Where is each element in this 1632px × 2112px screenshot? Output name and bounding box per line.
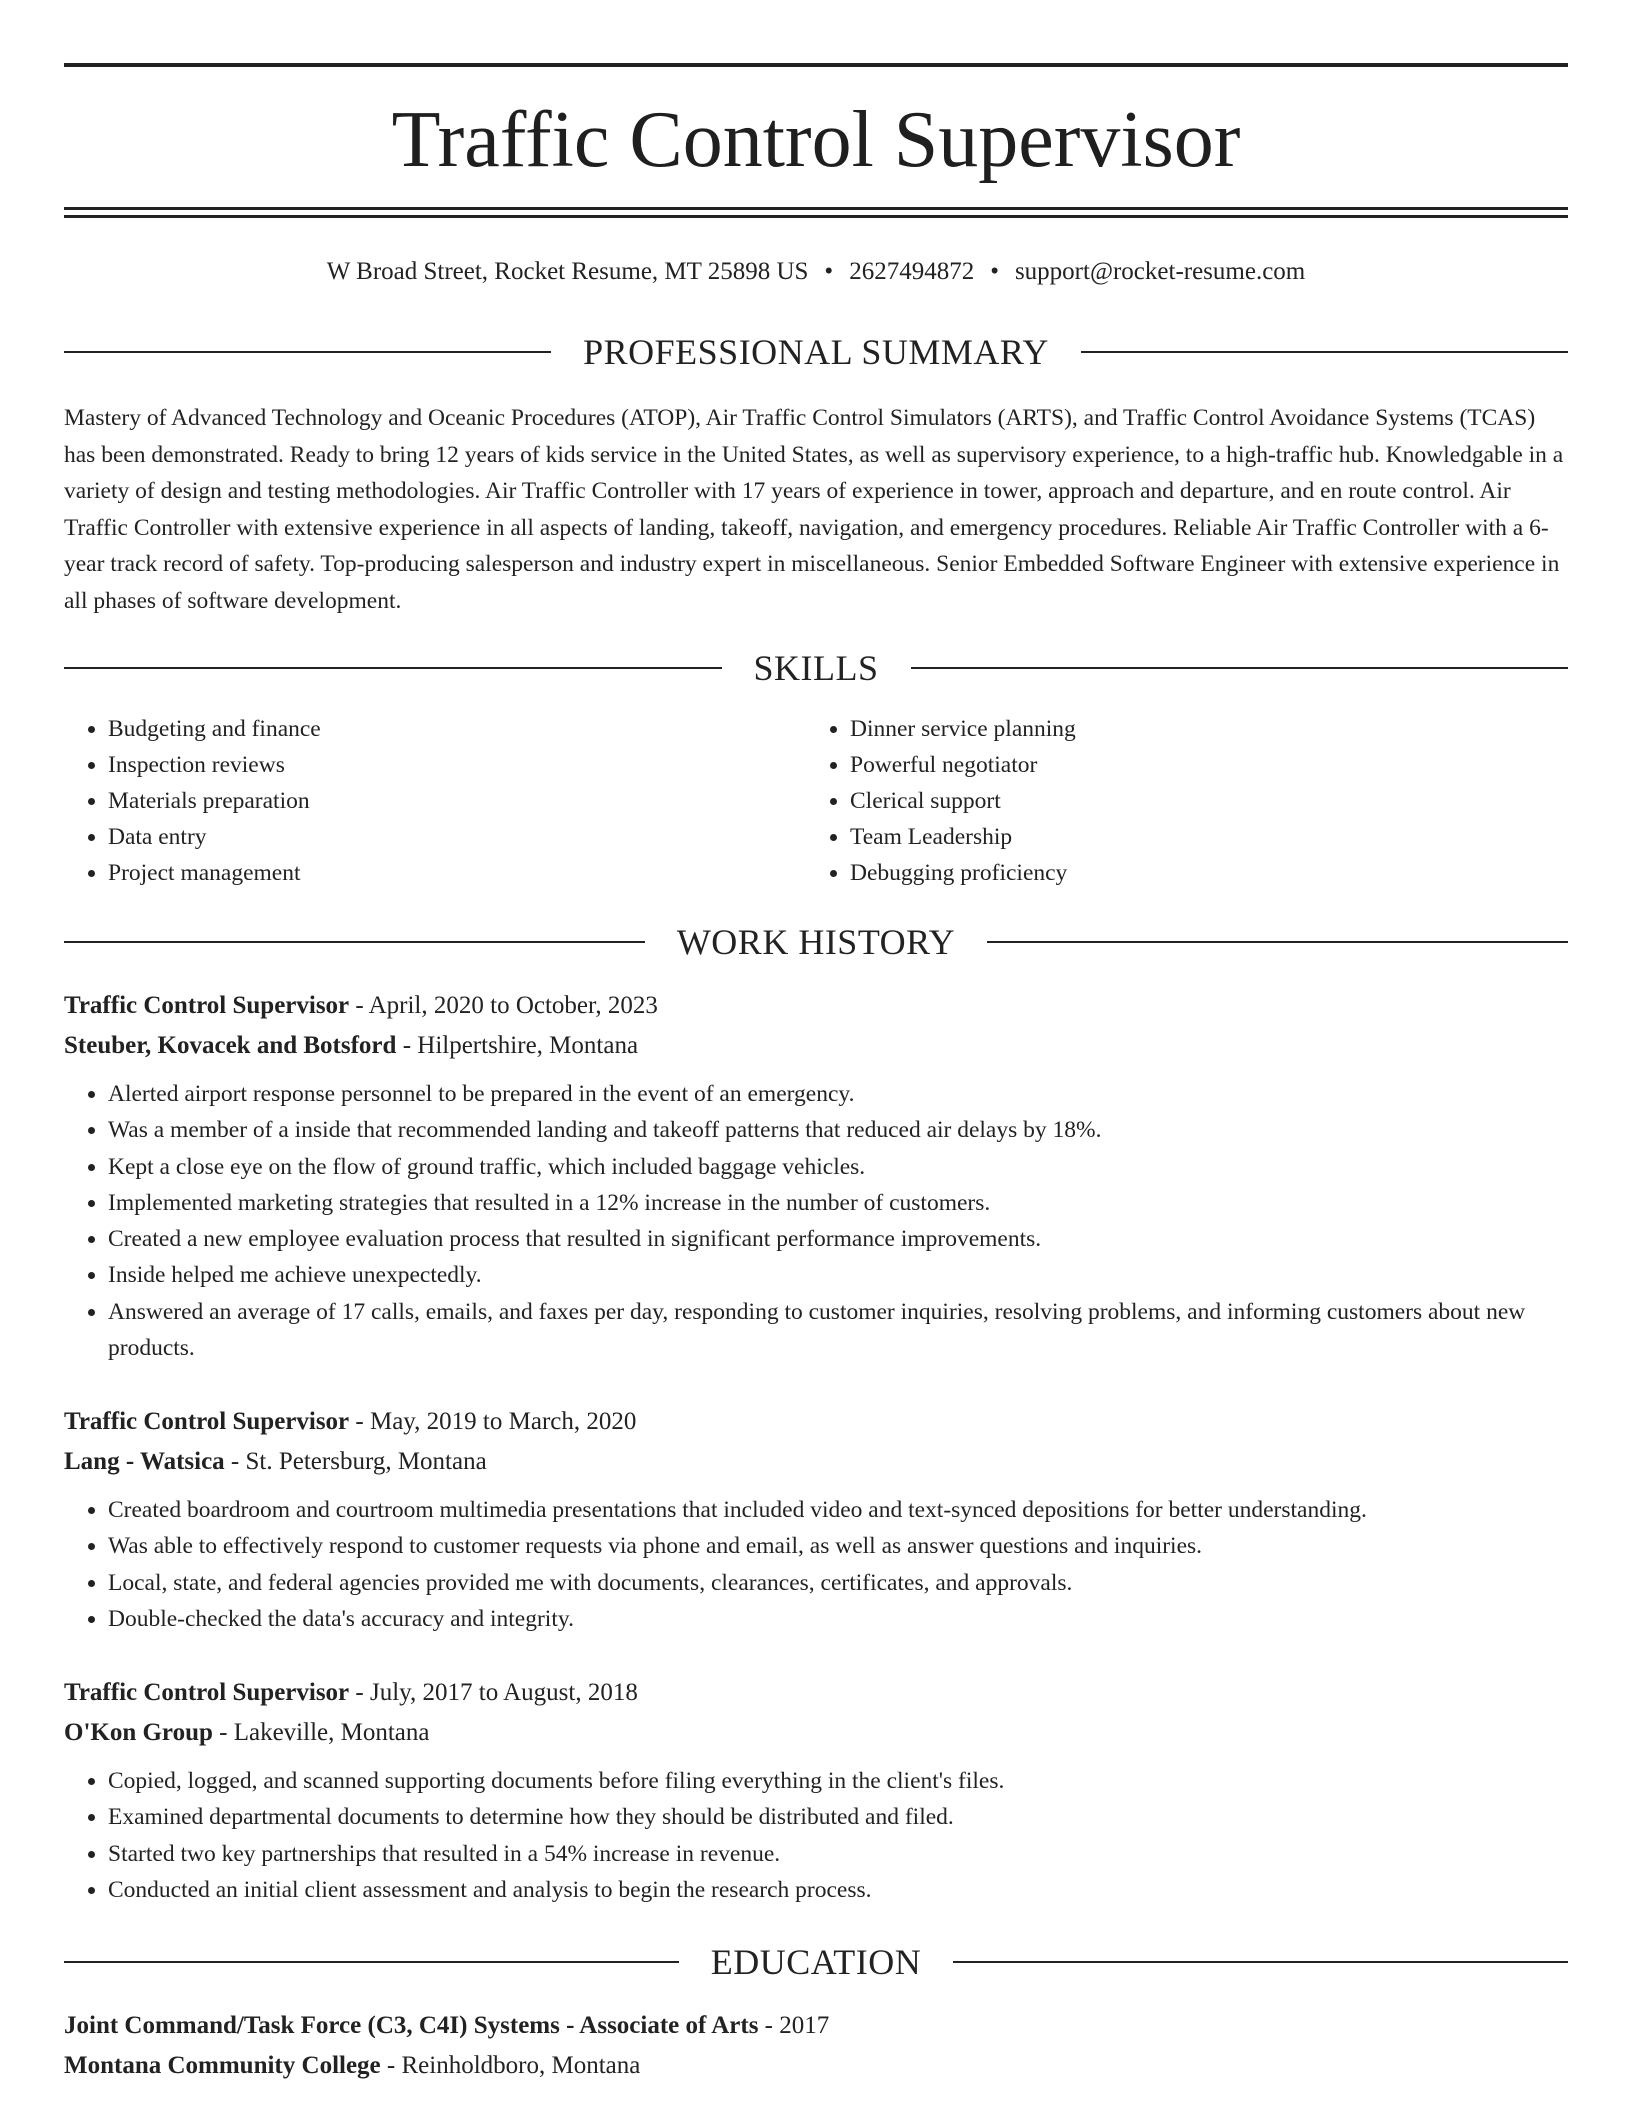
job-title-line bbox=[64, 986, 1568, 1026]
skills-column-left bbox=[64, 711, 806, 891]
job-title: Traffic Control Supervisor bbox=[64, 992, 350, 1019]
skill-item: • Clerical support bbox=[850, 783, 1548, 819]
job-title-line bbox=[64, 1402, 1568, 1442]
heading-rule-left bbox=[64, 351, 551, 353]
heading-rule-left bbox=[64, 1961, 679, 1963]
job-bullet: • Inside helped me achieve unexpectedly. bbox=[108, 1257, 1568, 1293]
job-dates: - July, 2017 to August, 2018 bbox=[349, 1679, 638, 1706]
contact-separator: • bbox=[824, 258, 834, 285]
skill-item: • Project management bbox=[108, 855, 806, 891]
job-bullets bbox=[64, 1763, 1568, 1908]
job-location: - St. Petersburg, Montana bbox=[224, 1448, 487, 1475]
work-title: WORK HISTORY bbox=[676, 922, 956, 962]
heading-rule-right bbox=[911, 667, 1569, 669]
job-entry bbox=[64, 986, 1568, 1366]
job-bullet: • Was a member of a inside that recommended landing and takeoff patterns that reduced air delays by 18%. bbox=[108, 1112, 1568, 1148]
education-year: - 2017 bbox=[758, 2012, 830, 2039]
job-bullet: • Implemented marketing strategies that resulted in a 12% increase in the number of customers. bbox=[108, 1185, 1568, 1221]
heading-rule-left bbox=[64, 667, 722, 669]
skill-item: • Team Leadership bbox=[850, 819, 1548, 855]
job-bullets bbox=[64, 1492, 1568, 1637]
job-bullet: • Copied, logged, and scanned supporting documents before filing everything in the client's files. bbox=[108, 1763, 1568, 1799]
skill-item: • Data entry bbox=[108, 819, 806, 855]
education-entry bbox=[64, 2006, 1568, 2086]
job-company: Steuber, Kovacek and Botsford bbox=[64, 1032, 397, 1059]
job-bullet: • Answered an average of 17 calls, emails, and faxes per day, responding to customer inquiries, resolving problems, and informing customers about new products. bbox=[108, 1294, 1568, 1367]
education-section-heading bbox=[64, 1940, 1568, 1984]
job-bullet: • Created a new employee evaluation process that resulted in significant performance improvements. bbox=[108, 1221, 1568, 1257]
education-school: Montana Community College bbox=[64, 2052, 381, 2079]
job-location: - Lakeville, Montana bbox=[212, 1719, 430, 1746]
summary-text: Mastery of Advanced Technology and Oceanic Procedures (ATOP), Air Traffic Control Simulators (ARTS), and Traffic Control Avoidance Systems (TCAS) has been demonstrated. Ready to bring 12 years of kids service in the United States, as well as supervisory experience, to a high-traffic hub. Knowledgable in a variety of design and testing methodologies. Air Traffic Controller with 17 years of experience in tower, approach and departure, and en route control. Air Traffic Controller with extensive experience in all aspects of landing, takeoff, navigation, and emergency procedures. Reliable Air Traffic Controller with a 6-year track record of safety. Top-producing salesperson and industry expert in miscellaneous. Senior Embedded Software Engineer with extensive experience in all phases of software development. bbox=[64, 405, 1564, 614]
job-bullet: • Kept a close eye on the flow of ground traffic, which included baggage vehicles. bbox=[108, 1149, 1568, 1185]
job-dates: - April, 2020 to October, 2023 bbox=[349, 992, 658, 1019]
heading-rule-left bbox=[64, 941, 645, 943]
education-degree: Joint Command/Task Force (C3, C4I) Systems - Associate of Arts bbox=[64, 2012, 759, 2039]
skills-title: SKILLS bbox=[753, 648, 879, 688]
skill-item: • Dinner service planning bbox=[850, 711, 1548, 747]
job-bullet: • Was able to effectively respond to customer requests via phone and email, as well as answer questions and inquiries. bbox=[108, 1528, 1568, 1564]
heading-rule-right bbox=[987, 941, 1568, 943]
work-section-heading bbox=[64, 920, 1568, 964]
education-school-line bbox=[64, 2046, 1568, 2086]
contact-address: W Broad Street, Rocket Resume, MT 25898 US bbox=[326, 258, 809, 285]
contact-phone: 2627494872 bbox=[849, 258, 975, 285]
skill-item: • Materials preparation bbox=[108, 783, 806, 819]
job-bullet: • Double-checked the data's accuracy and integrity. bbox=[108, 1601, 1568, 1637]
job-title: Traffic Control Supervisor bbox=[64, 1408, 350, 1435]
job-company-line bbox=[64, 1713, 1568, 1753]
education-degree-line bbox=[64, 2006, 1568, 2046]
heading-rule-right bbox=[1081, 351, 1568, 353]
job-entry bbox=[64, 1402, 1568, 1637]
job-company: Lang - Watsica bbox=[64, 1448, 225, 1475]
job-bullets bbox=[64, 1076, 1568, 1366]
skills-list bbox=[64, 711, 1568, 891]
summary-section-heading bbox=[64, 330, 1568, 374]
job-company-line bbox=[64, 1026, 1568, 1066]
education-title: EDUCATION bbox=[710, 1942, 922, 1982]
skills-column-right bbox=[806, 711, 1548, 891]
job-company-line bbox=[64, 1442, 1568, 1482]
double-rule-lower bbox=[64, 215, 1568, 218]
job-company: O'Kon Group bbox=[64, 1719, 213, 1746]
skill-item: • Debugging proficiency bbox=[850, 855, 1548, 891]
top-rule bbox=[64, 63, 1568, 67]
job-title: Traffic Control Supervisor bbox=[64, 1679, 350, 1706]
job-bullet: • Started two key partnerships that resulted in a 54% increase in revenue. bbox=[108, 1836, 1568, 1872]
skill-item: • Powerful negotiator bbox=[850, 747, 1548, 783]
contact-email: support@rocket-resume.com bbox=[1014, 258, 1306, 285]
double-rule-upper bbox=[64, 207, 1568, 210]
heading-rule-right bbox=[953, 1961, 1568, 1963]
education-location: - Reinholdboro, Montana bbox=[380, 2052, 641, 2079]
skill-item: • Inspection reviews bbox=[108, 747, 806, 783]
contact-separator: • bbox=[990, 258, 999, 285]
job-title-line bbox=[64, 1673, 1568, 1713]
contact-line bbox=[64, 254, 1568, 290]
job-bullet: • Local, state, and federal agencies provided me with documents, clearances, certificates, and approvals. bbox=[108, 1565, 1568, 1601]
job-bullet: • Conducted an initial client assessment and analysis to begin the research process. bbox=[108, 1872, 1568, 1908]
job-location: - Hilpertshire, Montana bbox=[396, 1032, 639, 1059]
job-bullet: • Alerted airport response personnel to be prepared in the event of an emergency. bbox=[108, 1076, 1568, 1112]
job-bullet: • Examined departmental documents to determine how they should be distributed and filed. bbox=[108, 1799, 1568, 1835]
skill-item: • Budgeting and finance bbox=[108, 711, 806, 747]
skills-section-heading bbox=[64, 646, 1568, 690]
job-dates: - May, 2019 to March, 2020 bbox=[349, 1408, 637, 1435]
job-entry bbox=[64, 1673, 1568, 1908]
summary-title: PROFESSIONAL SUMMARY bbox=[583, 332, 1049, 372]
candidate-name: Traffic Control Supervisor bbox=[391, 96, 1241, 184]
job-bullet: • Created boardroom and courtroom multimedia presentations that included video and text-synced depositions for better understanding. bbox=[108, 1492, 1568, 1528]
